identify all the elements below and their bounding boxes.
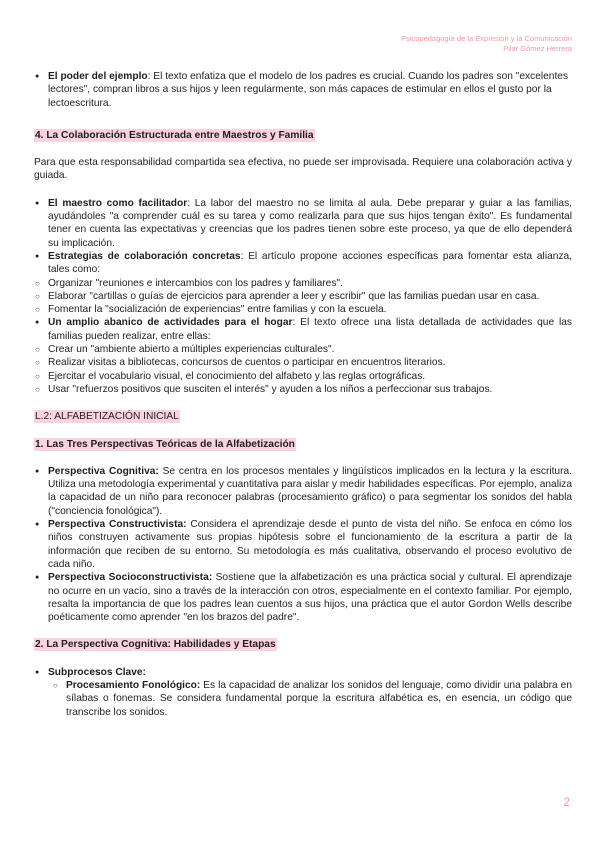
section-heading: 2. La Perspectiva Cognitiva: Habilidades y Etapas bbox=[35, 639, 276, 651]
page-number: 2 bbox=[563, 795, 570, 809]
sub-list-item: ○ Fomentar la "socialización de experiencias" entre familias y con la escuela. bbox=[34, 303, 572, 316]
header-course-title: Psicopedagogía de la Expresión y la Comunicación bbox=[401, 34, 572, 43]
sub-list-item: ○ Organizar "reuniones e intercambios con los padres y familiares". bbox=[34, 277, 572, 290]
list-item: ● Un amplio abanico de actividades para el hogar: El texto ofrece una lista detallada de actividades que las familias pueden realizar, entre ellas: bbox=[34, 316, 572, 343]
section-heading: 4. La Colaboración Estructurada entre Maestros y Familia bbox=[35, 129, 314, 141]
sub-list-item: ○ Realizar visitas a bibliotecas, concursos de cuentos o participar en encuentros literarios. bbox=[34, 356, 572, 369]
list-item: ● El poder del ejemplo: El texto enfatiza que el modelo de los padres es crucial. Cuando los padres son "excelentes lectores", compran libros a sus hijos y leen regularmente, son más capaces de estimular en ellos el gusto por la lectoescritura. bbox=[34, 70, 572, 110]
sub-list-item: ○ Procesamiento Fonológico: Es la capacidad de analizar los sonidos del lenguaje, como dividir una palabra en sílabas o fonemas. Se considera fundamental porque la escritura alfabética es, en esencia, un código que transcribe los sonidos. bbox=[52, 679, 572, 719]
section-heading: 1. Las Tres Perspectivas Teóricas de la Alfabetización bbox=[35, 438, 295, 450]
sub-list-item: ○ Ejercitar el vocabulario visual, el conocimiento del alfabeto y las reglas ortográficas. bbox=[34, 370, 572, 383]
page-content bbox=[34, 70, 572, 719]
paragraph: Para que esta responsabilidad compartida sea efectiva, no puede ser improvisada. Requiere una colaboración activa y guiada. bbox=[34, 157, 572, 182]
header-author: Pilar Gómez Herrera bbox=[503, 44, 572, 53]
sub-list-item: ○ Usar "refuerzos positivos que susciten el interés" y ayuden a los niños a perfeccionar sus trabajos. bbox=[34, 383, 572, 396]
list-item: ● Perspectiva Constructivista: Considera el aprendizaje desde el punto de vista del niño. Se enfoca en cómo los niños construyen activamente sus propias hipótesis sobre el funcionamiento de la escritura a partir de la información que reciben de su entorno. Su metodología es más cualitativa, observando el proceso evolutivo de cada niño. bbox=[34, 518, 572, 571]
sub-list-item: ○ Crear un "ambiente abierto a múltiples experiencias culturales". bbox=[34, 343, 572, 356]
list-item: ● El maestro como facilitador: La labor del maestro no se limita al aula. Debe preparar y guiar a las familias, ayudándoles "a comprender cuál es su tarea y como realizarla para que sus hijos tengan éxito". Es fundamental tener en cuenta las expectativas y creencias que los padres tienen sobre este proceso, ya que de ello dependerá su implicación. bbox=[34, 197, 572, 250]
list-item: ● Perspectiva Cognitiva: Se centra en los procesos mentales y lingüísticos implicados en la lectura y la escritura. Utiliza una metodología experimental y cuantitativa para aislar y medir habilidades específicas. Por ejemplo, analiza la capacidad de un niño para reconocer palabras (procesamiento gráfico) o para segmentar los sonidos del habla ("conciencia fonológica"). bbox=[34, 465, 572, 518]
sub-list-item: ○ Elaborar "cartillas o guías de ejercicios para aprender a leer y escribir" que las familias puedan usar en casa. bbox=[34, 290, 572, 303]
running-header bbox=[401, 34, 572, 54]
list-item: ● Subprocesos Clave: bbox=[34, 666, 572, 679]
list-item: ● Estrategias de colaboración concretas: El artículo propone acciones específicas para fomentar esta alianza, tales como: bbox=[34, 250, 572, 277]
chapter-heading: L.2: ALFABETIZACIÓN INICIAL bbox=[35, 411, 179, 423]
list-item: ● Perspectiva Socioconstructivista: Sostiene que la alfabetización es una práctica social y cultural. El aprendizaje no ocurre en un vacío, sino a través de la interacción con otros, especialmente en el contexto familiar. Por ejemplo, resalta la importancia de que los padres lean cuentos a sus hijos, una práctica que el autor Gordon Wells describe poéticamente como aprender "en los brazos del padre". bbox=[34, 571, 572, 624]
